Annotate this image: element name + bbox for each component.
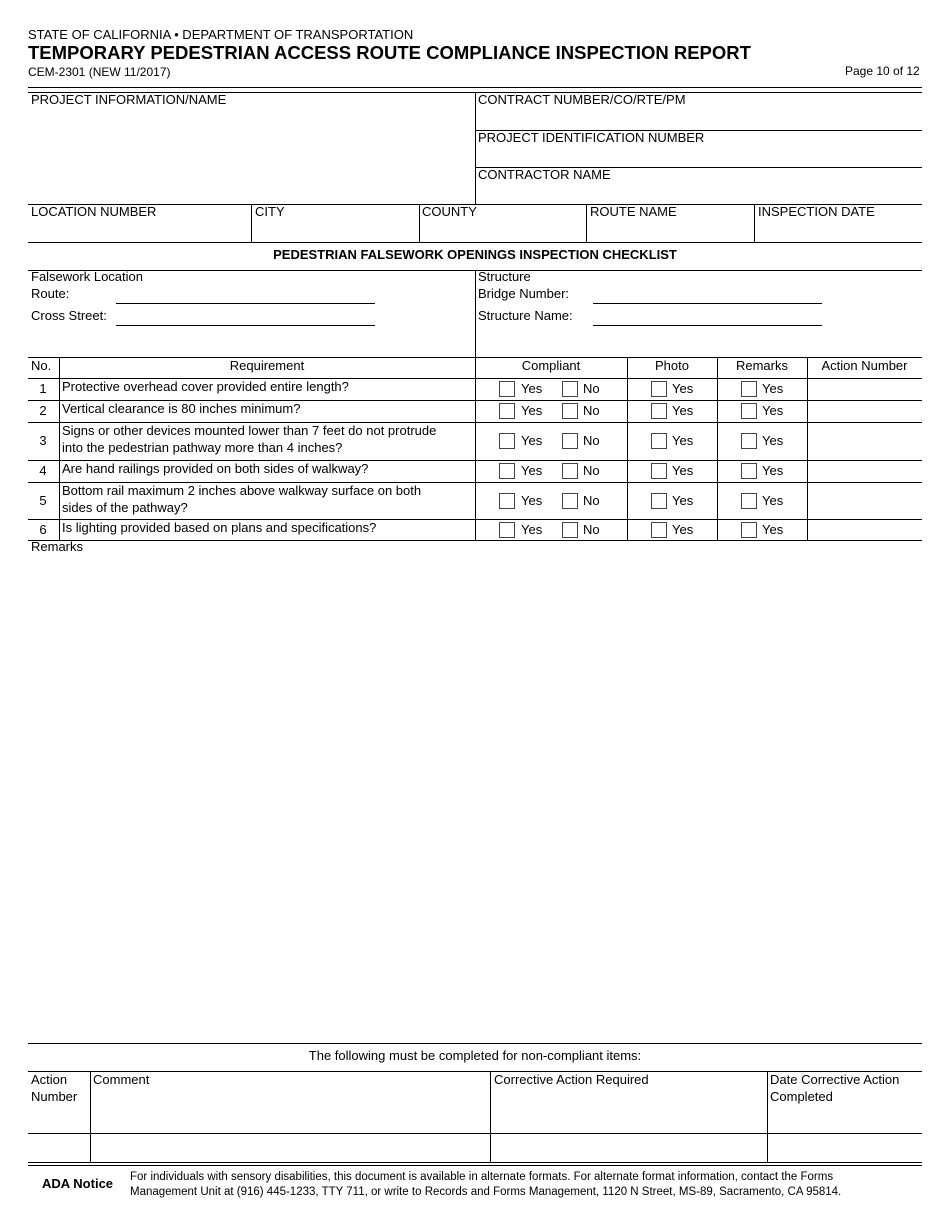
form-title: TEMPORARY PEDESTRIAN ACCESS ROUTE COMPLIANCE INSPECTION REPORT [28,42,751,63]
yes-label: Yes [521,433,543,448]
no-label: No [583,463,600,478]
date-completed-label: Date Corrective Action [770,1072,900,1087]
action-number-input[interactable] [808,520,922,539]
compliant-yes-checkbox[interactable] [499,403,515,419]
remarks-yes-checkbox[interactable] [741,493,757,509]
yes-label: Yes [672,463,694,478]
photo-yes-checkbox[interactable] [651,381,667,397]
yes-label: Yes [521,403,543,418]
col-requirement: Requirement [229,358,305,373]
yes-label: Yes [672,381,694,396]
row-rule [28,242,922,243]
date-completed-field[interactable] [768,1134,922,1162]
page-number: Page 10 of 12 [845,64,920,78]
no-label: No [583,403,600,418]
photo-yes-checkbox[interactable] [651,433,667,449]
row-number: 3 [39,433,47,448]
row-number: 1 [39,381,47,396]
yes-label: Yes [521,521,543,537]
row-number: 2 [39,403,47,418]
col-photo: Photo [655,358,689,373]
requirement-text-2: into the pedestrian pathway more than 4 inches? [62,440,343,455]
remarks-area[interactable] [28,558,922,1038]
structure-label: Structure [478,269,531,284]
action-number-input[interactable] [808,401,922,421]
action-number-label: Action [31,1072,68,1087]
no-label: No [583,492,600,508]
col-rule [475,270,476,540]
ada-notice-line1: For individuals with sensory disabilities, this document is available in alternate formats. For alternate format information, contact the Forms [130,1171,834,1183]
compliant-no-checkbox[interactable] [562,433,578,449]
structure-name-label: Structure Name: [478,308,573,323]
yes-label: Yes [672,492,694,508]
photo-yes-checkbox[interactable] [651,493,667,509]
bridge-number-field[interactable] [593,303,822,304]
row-rule [28,1162,922,1163]
row-number: 6 [39,521,47,537]
compliant-no-checkbox[interactable] [562,493,578,509]
action-number-input[interactable] [808,423,922,459]
cross-street-field[interactable] [116,325,375,326]
action-number-input[interactable] [808,483,922,518]
no-label: No [583,433,600,448]
remarks-yes-checkbox[interactable] [741,403,757,419]
yes-label: Yes [762,403,784,418]
requirement-text: Bottom rail maximum 2 inches above walkway surface on both [62,483,422,498]
yes-label: Yes [521,492,543,508]
yes-label: Yes [762,463,784,478]
form-number: CEM-2301 (NEW 11/2017) [28,65,171,79]
row-rule [28,1165,922,1166]
compliant-yes-checkbox[interactable] [499,463,515,479]
col-rule [251,204,252,242]
photo-yes-checkbox[interactable] [651,463,667,479]
remarks-yes-checkbox[interactable] [741,522,757,538]
falsework-location-label: Falsework Location [31,269,143,284]
cross-street-label: Cross Street: [31,308,107,323]
requirement-text: Protective overhead cover provided entire length? [62,379,349,394]
bridge-number-label: Bridge Number: [478,286,570,301]
photo-yes-checkbox[interactable] [651,522,667,538]
comment-field[interactable] [91,1134,490,1162]
action-number-field[interactable] [28,1134,90,1162]
action-number-input[interactable] [808,379,922,399]
col-rule [586,204,587,242]
compliant-yes-checkbox[interactable] [499,493,515,509]
project-info-label: PROJECT INFORMATION/NAME [31,92,227,107]
requirement-text: Signs or other devices mounted lower than 7 feet do not protrude [62,423,437,438]
route-name-label: ROUTE NAME [590,204,677,219]
col-compliant: Compliant [521,358,581,373]
requirement-text: Are hand railings provided on both sides of walkway? [62,461,369,476]
contractor-name-label: CONTRACTOR NAME [478,167,611,182]
yes-label: Yes [672,521,694,537]
remarks-yes-checkbox[interactable] [741,433,757,449]
compliant-yes-checkbox[interactable] [499,381,515,397]
yes-label: Yes [521,381,543,396]
photo-yes-checkbox[interactable] [651,403,667,419]
no-label: No [583,521,600,537]
date-completed-label-2: Completed [770,1089,833,1104]
remarks-label: Remarks [31,539,84,554]
col-rule [717,357,718,540]
yes-label: Yes [672,403,694,418]
yes-label: Yes [762,521,784,537]
compliant-yes-checkbox[interactable] [499,433,515,449]
comment-label: Comment [93,1072,150,1087]
city-label: CITY [255,204,285,219]
yes-label: Yes [672,433,694,448]
col-rule [59,357,60,540]
col-remarks: Remarks [735,358,788,373]
agency-name: STATE OF CALIFORNIA • DEPARTMENT OF TRANSPORTATION [28,27,414,42]
compliant-no-checkbox[interactable] [562,522,578,538]
col-rule [627,357,628,540]
location-number-label: LOCATION NUMBER [31,204,157,219]
route-label: Route: [31,286,70,301]
action-number-label-2: Number [31,1089,78,1104]
noncompliant-title: The following must be completed for non-compliant items: [308,1048,642,1063]
row-number: 4 [39,463,47,478]
ada-notice-label: ADA Notice [42,1176,114,1191]
col-rule [754,204,755,242]
col-action-number: Action Number [821,358,908,373]
header-rule [28,87,922,88]
corrective-action-field[interactable] [491,1134,767,1162]
compliant-yes-checkbox[interactable] [499,522,515,538]
row-rule [28,1043,922,1044]
col-no: No. [31,358,52,373]
row-rule [28,540,922,541]
yes-label: Yes [521,463,543,478]
requirement-text: Vertical clearance is 80 inches minimum? [62,401,301,416]
requirement-text-2: sides of the pathway? [62,500,188,515]
project-id-label: PROJECT IDENTIFICATION NUMBER [478,130,705,145]
compliant-no-checkbox[interactable] [562,381,578,397]
action-number-input[interactable] [808,461,922,481]
yes-label: Yes [762,433,784,448]
remarks-yes-checkbox[interactable] [741,381,757,397]
project-divider [475,92,476,204]
row-number: 5 [39,492,47,508]
col-rule [419,204,420,242]
compliant-no-checkbox[interactable] [562,463,578,479]
requirement-text: Is lighting provided based on plans and specifications? [62,519,377,535]
contract-number-label: CONTRACT NUMBER/CO/RTE/PM [478,92,686,107]
route-field[interactable] [116,303,375,304]
yes-label: Yes [762,381,784,396]
structure-name-field[interactable] [593,325,822,326]
county-label: COUNTY [422,204,477,219]
compliant-no-checkbox[interactable] [562,403,578,419]
inspection-date-label: INSPECTION DATE [758,204,875,219]
remarks-yes-checkbox[interactable] [741,463,757,479]
no-label: No [583,381,600,396]
yes-label: Yes [762,492,784,508]
ada-notice-line2: Management Unit at (916) 445-1233, TTY 711, or write to Records and Forms Management, 1120 N Street, MS-89, Sacramento, CA 95814. [130,1186,842,1198]
corrective-action-label: Corrective Action Required [494,1072,649,1087]
checklist-title: PEDESTRIAN FALSEWORK OPENINGS INSPECTION CHECKLIST [273,247,677,262]
